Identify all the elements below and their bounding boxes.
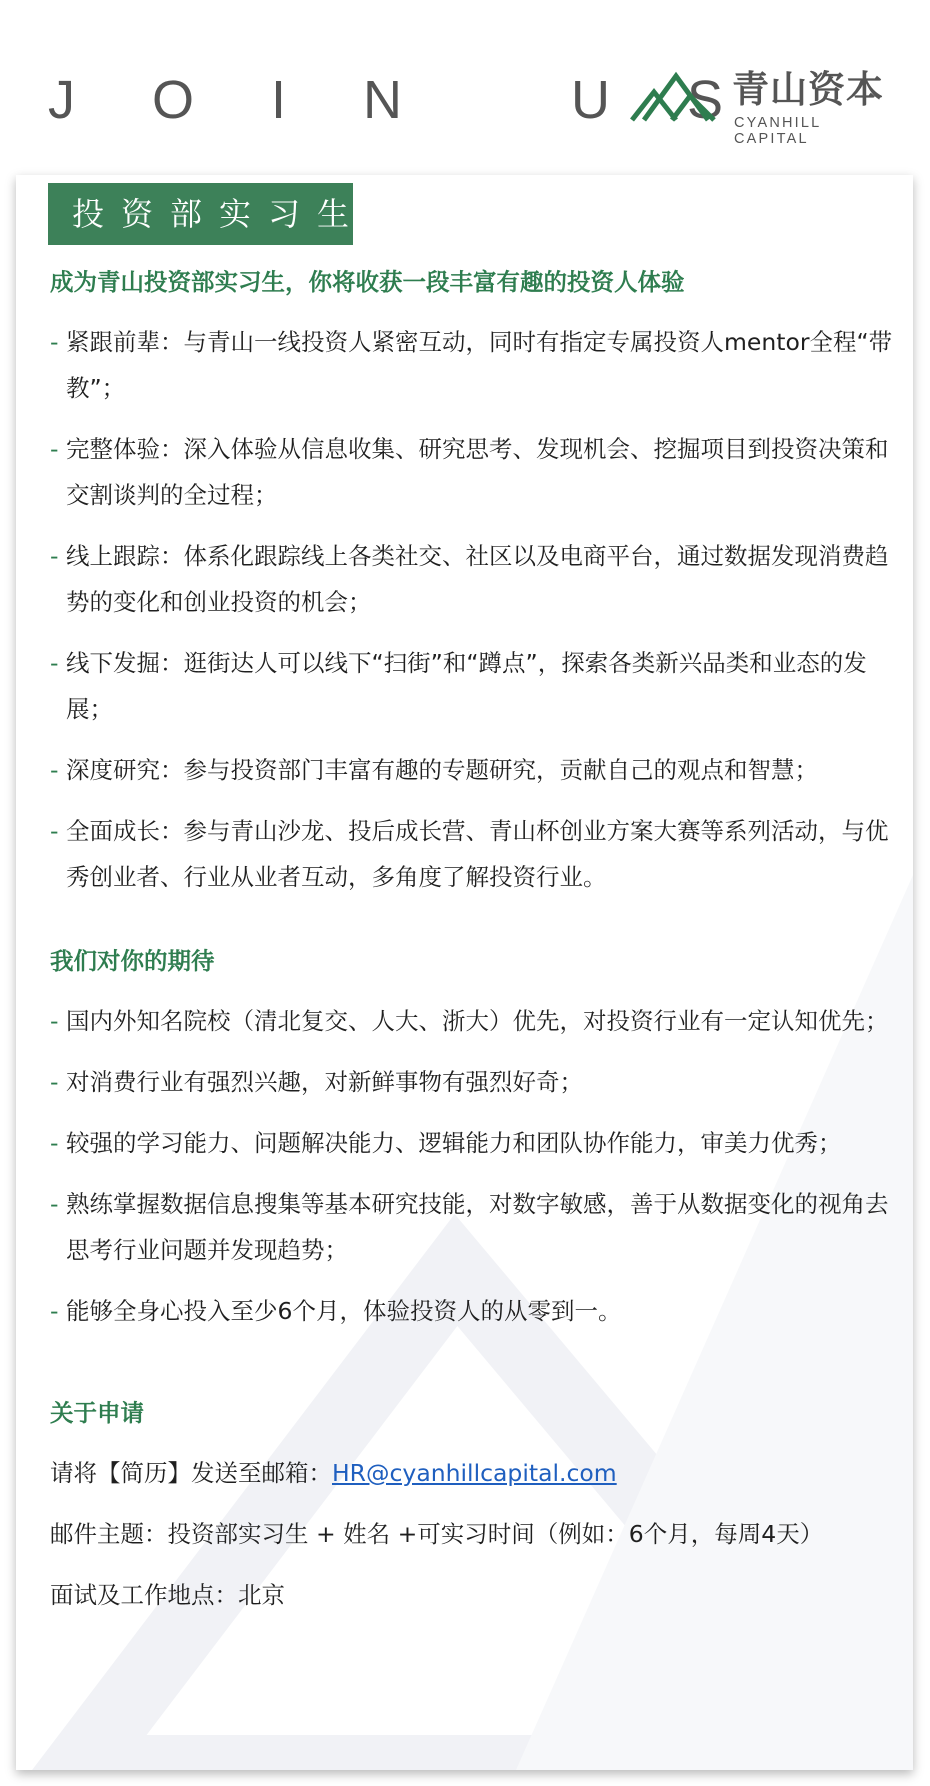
interview-location: 面试及工作地点：北京 (50, 1581, 285, 1609)
join-us-title: J O I N U S (48, 70, 755, 130)
list-item: - 国内外知名院校（清北复交、人大、浙大）优先，对投资行业有一定认知优先； (50, 998, 900, 1044)
expectations-list (50, 998, 900, 1334)
page-header (0, 0, 930, 175)
list-item: - 熟练掌握数据信息搜集等基本研究技能，对数字敏感，善于从数据变化的视角去思考行业问题并发现趋势； (50, 1181, 900, 1273)
experience-list (50, 319, 900, 900)
list-item: - 深度研究：参与投资部门丰富有趣的专题研究，贡献自己的观点和智慧； (50, 747, 900, 793)
list-item: - 较强的学习能力、问题解决能力、逻辑能力和团队协作能力，审美力优秀； (50, 1120, 900, 1166)
dash-icon: - (50, 649, 59, 677)
dash-icon: - (50, 1068, 59, 1096)
list-item: - 线下发掘：逛街达人可以线下“扫街”和“蹲点”，探索各类新兴品类和业态的发展； (50, 640, 900, 732)
list-item: - 对消费行业有强烈兴趣，对新鲜事物有强烈好奇； (50, 1059, 900, 1105)
dash-icon: - (50, 435, 59, 463)
email-subject-instruction: 邮件主题：投资部实习生 + 姓名 +可实习时间（例如：6个月，每周4天） (50, 1520, 824, 1548)
dash-icon: - (50, 542, 59, 570)
experience-heading: 成为青山投资部实习生，你将收获一段丰富有趣的投资人体验 (50, 268, 685, 296)
card-content (50, 265, 900, 1612)
list-item: - 能够全身心投入至少6个月，体验投资人的从零到一。 (50, 1288, 900, 1334)
list-item: - 全面成长：参与青山沙龙、投后成长营、青山杯创业方案大赛等系列活动，与优秀创业者、行业从业者互动，多角度了解投资行业。 (50, 808, 900, 900)
email-link[interactable]: HR@cyanhillcapital.com (332, 1459, 617, 1487)
dash-icon: - (50, 1007, 59, 1035)
company-logo (630, 68, 900, 147)
expectations-heading: 我们对你的期待 (50, 947, 215, 975)
list-item: - 线上跟踪：体系化跟踪线上各类社交、社区以及电商平台，通过数据发现消费趋势的变化和创业投资的机会； (50, 533, 900, 625)
dash-icon: - (50, 1129, 59, 1157)
dash-icon: - (50, 756, 59, 784)
list-item: - 完整体验：深入体验从信息收集、研究思考、发现机会、挖掘项目到投资决策和交割谈判的全过程； (50, 426, 900, 518)
dash-icon: - (50, 1297, 59, 1325)
resume-instruction: 请将【简历】发送至邮箱：HR@cyanhillcapital.com (50, 1459, 617, 1487)
job-card (16, 175, 913, 1770)
mountain-logo-icon (630, 70, 722, 132)
list-item: - 紧跟前辈：与青山一线投资人紧密互动，同时有指定专属投资人mentor全程“带教”； (50, 319, 900, 411)
logo-name-en: CYANHILL CAPITAL (734, 115, 821, 147)
position-title: 投资部实习生 (48, 183, 353, 245)
dash-icon: - (50, 817, 59, 845)
logo-name-cn: 青山资本 (732, 68, 884, 111)
dash-icon: - (50, 328, 59, 356)
apply-heading: 关于申请 (50, 1399, 144, 1427)
dash-icon: - (50, 1190, 59, 1218)
